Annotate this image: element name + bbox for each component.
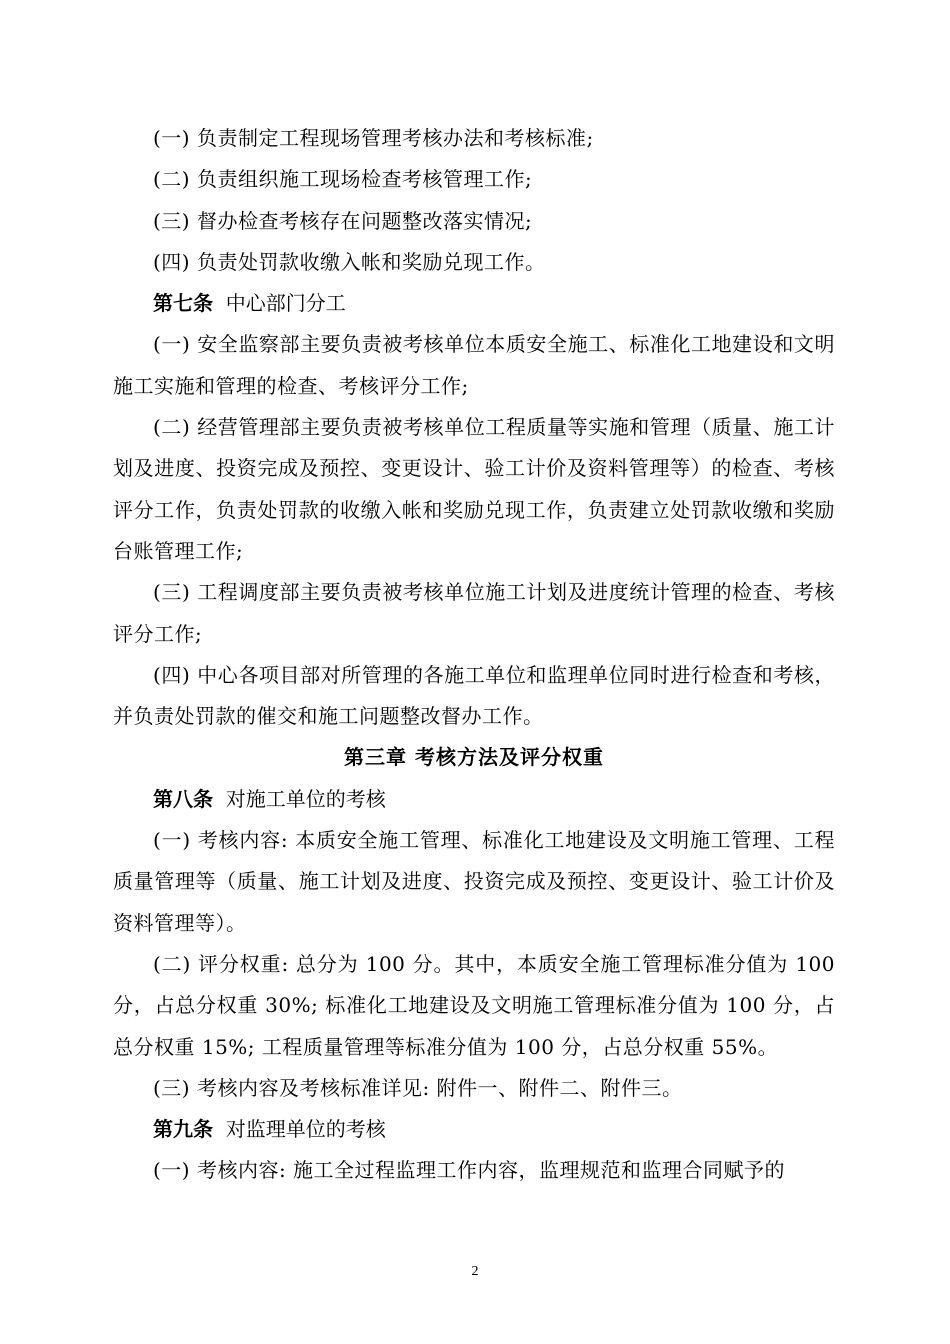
article-8 [113,779,835,820]
paragraph: (二) 负责组织施工现场检查考核管理工作; [153,167,533,192]
article-heading: 对施工单位的考核 [225,786,386,811]
page-number: 2 [471,1264,479,1279]
paragraph: (一) 安全监察部主要负责被考核单位本质安全施工、标准化工地建设和文明施工实施和管理的检查、考核评分工作; [113,332,835,398]
paragraph: (二) 评分权重: 总分为 100 分。其中，本质安全施工管理标准分值为 100 分，占总分权重 30%; 标准化工地建设及文明施工管理标准分值为 100 分，占总分权重 15%; 工程质量管理等标准分值为 100 分，占总分权重 55%。 [113,951,835,1059]
paragraph: (二) 经营管理部主要负责被考核单位工程质量等实施和管理（质量、施工计划及进度、投资完成及预控、变更设计、验工计价及资料管理等）的检查、考核评分工作，负责处罚款的收缴入帐和奖励兑现工作，负责建立处罚款收缴和奖励台账管理工作; [113,415,835,563]
article-title: 第八条 [153,786,213,811]
article-7 [113,283,835,324]
paragraph: (四) 负责处罚款收缴入帐和奖励兑现工作。 [153,249,546,274]
paragraph: (三) 工程调度部主要负责被考核单位施工计划及进度统计管理的检查、考核评分工作; [113,580,835,646]
article-9 [113,1109,835,1150]
document-body [113,118,835,1192]
article-heading: 对监理单位的考核 [225,1117,386,1142]
paragraph: (一) 考核内容: 本质安全施工管理、标准化工地建设及文明施工管理、工程质量管理等（质量、施工计划及进度、投资完成及预控、变更设计、验工计价及资料管理等）。 [113,828,835,935]
paragraph: (一) 负责制定工程现场管理考核办法和考核标准; [153,126,594,150]
paragraph: (三) 督办检查考核存在问题整改落实情况; [153,208,533,233]
paragraph: (三) 考核内容及考核标准详见: 附件一、附件二、附件三。 [153,1075,683,1100]
paragraph: (一) 考核内容: 施工全过程监理工作内容，监理规范和监理合同赋予的 [153,1158,786,1183]
article-title: 第七条 [153,291,213,316]
article-title: 第九条 [153,1117,213,1142]
chapter-heading: 第三章 考核方法及评分权重 [344,745,604,770]
article-heading: 中心部门分工 [225,291,346,316]
paragraph: (四) 中心各项目部对所管理的各施工单位和监理单位同时进行检查和考核，并负责处罚款的催交和施工问题整改督办工作。 [113,662,835,729]
